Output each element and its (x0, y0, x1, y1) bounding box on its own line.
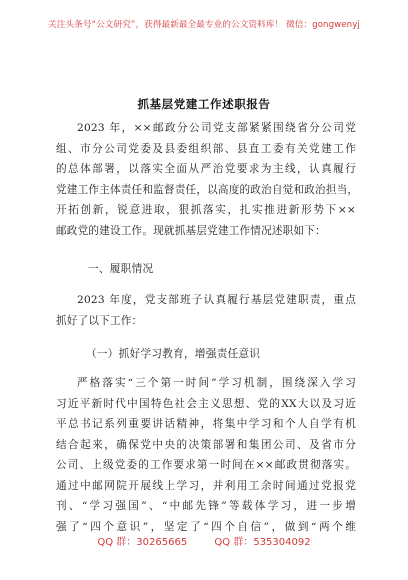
text-line: 刊、“学习强国”、“中邮先锋”等载体学习，进一步增 (56, 500, 356, 512)
paragraph-duties (56, 290, 356, 331)
qq-group-2: QQ 群：535304092 (214, 537, 311, 548)
footer-contact (0, 533, 408, 548)
section-heading: 一、履职情况 (88, 263, 154, 275)
paragraph-study (56, 373, 356, 537)
qq-group-1: QQ 群：30265665 (97, 537, 188, 548)
text-line: 2023 年，××邮政分公司党支部紧紧围绕省分公司党 (77, 122, 356, 134)
paragraph-intro (56, 118, 359, 241)
text-line: 严格落实“三个第一时间”学习机制，围绕深入学习 (77, 377, 356, 389)
text-line: 党建工作主体责任和监督责任，以高度的政治自觉和政治担当， (56, 183, 359, 196)
text-line: 邮政党的建设工作。现就抓基层党建工作情况述职如下： (56, 224, 326, 237)
text-line: 结合起来，确保党中央的决策部署和集团公司、及省市分 (56, 438, 356, 451)
text-line: 公司、上级党委的工作要求第一时间在××邮政贯彻落实。 (56, 459, 356, 471)
text-line: 习近平新时代中国特色社会主义思想、党的XX大以及习近 (56, 397, 356, 410)
document-title: 抓基层党建工作述职报告 (137, 97, 271, 111)
text-line: 强了“四个意识”，坚定了“四个自信”，做到“两个维 (56, 520, 356, 533)
text-line: 2023 年度，党支部班子认真履行基层党建职责，重点 (77, 294, 356, 306)
text-line: 抓好了以下工作： (56, 314, 143, 327)
text-line: 平总书记系列重要讲话精神，将集中学习和个人自学有机 (56, 418, 356, 430)
subsection-heading: （一）抓好学习教育，增强责任意识 (86, 348, 261, 360)
text-line: 开拓创新，锐意进取，狠抓落实，扎实推进新形势下×× (56, 204, 356, 216)
text-line: 组、市分公司党委及县委组织部、县直工委有关党建工作 (56, 142, 356, 155)
text-line: 通过中邮网院开展线上学习，并利用工余时间通过党报党 (56, 479, 356, 492)
text-line: 的总体部署，以落实全面从严治党要求为主线，认真履行 (56, 163, 356, 175)
header-banner: 关注头条号“公文研究”，获得最新最全最专业的公文资料库！ 微信：gongwenyj (48, 20, 360, 30)
